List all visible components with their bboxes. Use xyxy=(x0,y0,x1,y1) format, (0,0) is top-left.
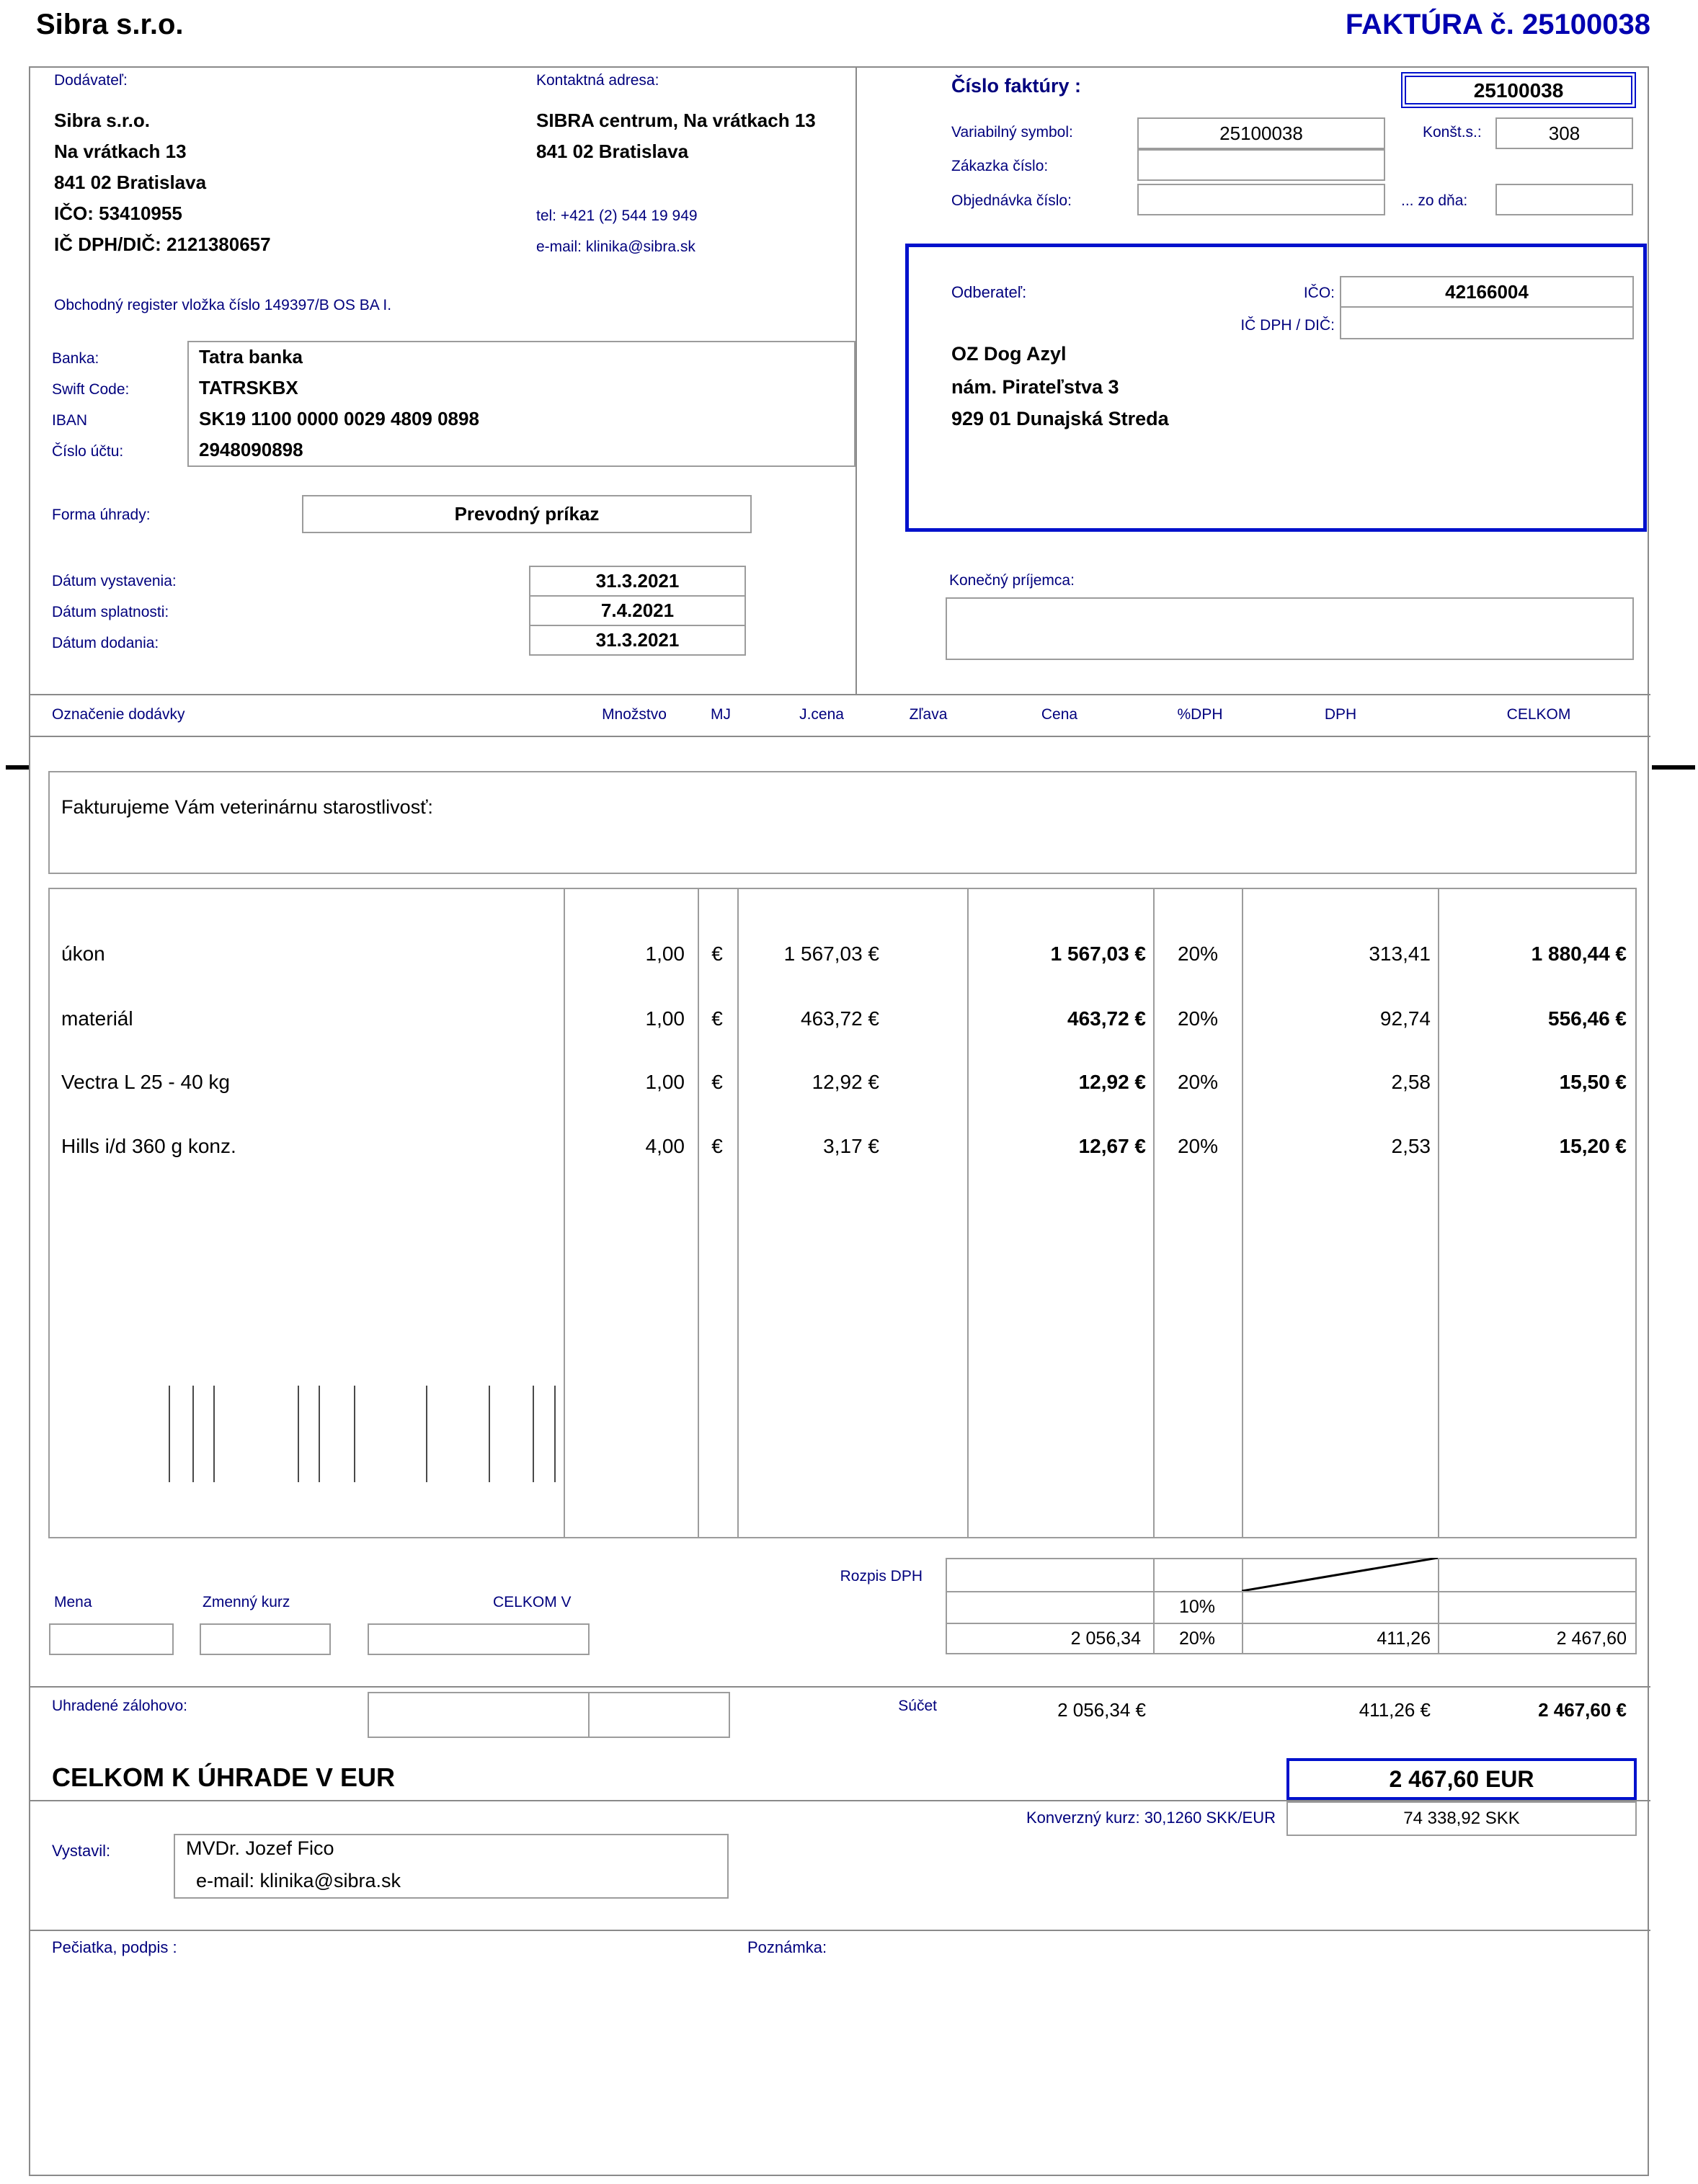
vat-rate-10: 10% xyxy=(1178,1597,1216,1617)
item-vat: 92,74 xyxy=(1379,1007,1431,1030)
col-header-description: Označenie dodávky xyxy=(52,706,185,723)
barcode-tick xyxy=(319,1386,320,1482)
bank-iban: SK19 1100 0000 0029 4809 0898 xyxy=(199,408,479,429)
bank-name: Tatra banka xyxy=(199,346,303,367)
items-col-line-total xyxy=(1438,888,1439,1538)
total-in-field xyxy=(368,1623,590,1655)
barcode-tick xyxy=(192,1386,194,1482)
date-issued-label: Dátum vystavenia: xyxy=(52,573,177,589)
supplier-ico: IČO: 53410955 xyxy=(54,202,182,224)
item-qty: 1,00 xyxy=(645,942,685,965)
items-col-line-qty xyxy=(564,888,565,1538)
vat-rate-20: 20% xyxy=(1178,1628,1216,1649)
item-vat-rate: 20% xyxy=(1177,942,1219,965)
item-price: 1 567,03 € xyxy=(1050,942,1146,965)
issued-by-label: Vystavil: xyxy=(52,1842,111,1860)
order-number-field xyxy=(1137,149,1385,181)
intro-text: Fakturujeme Vám veterinárnu starostlivosť: xyxy=(61,796,433,818)
bank-label-iban: IBAN xyxy=(52,412,88,429)
item-price: 12,67 € xyxy=(1078,1135,1146,1157)
intro-box xyxy=(48,771,1637,874)
item-total: 1 880,44 € xyxy=(1531,942,1627,965)
summary-separator-line xyxy=(29,1686,1650,1688)
contact-city: 841 02 Bratislava xyxy=(536,141,689,162)
sum-base: 2 056,34 € xyxy=(1057,1699,1146,1721)
customer-city: 929 01 Dunajská Streda xyxy=(951,408,1169,429)
vat-row-line-2 xyxy=(946,1623,1637,1624)
bank-swift: TATRSKBX xyxy=(199,377,298,398)
item-unit-price: 1 567,03 € xyxy=(783,942,879,965)
issued-by-email: e-mail: klinika@sibra.sk xyxy=(196,1870,401,1891)
item-qty: 1,00 xyxy=(645,1007,685,1030)
col-header-discount: Zľava xyxy=(909,706,948,723)
po-date-label: ... zo dňa: xyxy=(1401,192,1468,209)
col-header-price: Cena xyxy=(1041,706,1078,723)
col-header-vat-rate: %DPH xyxy=(1177,706,1223,723)
barcode-tick xyxy=(169,1386,170,1482)
supplier-city: 841 02 Bratislava xyxy=(54,171,207,193)
barcode-tick xyxy=(554,1386,556,1482)
invoice-number-label: Číslo faktúry : xyxy=(951,75,1082,97)
company-name: Sibra s.r.o. xyxy=(36,9,184,40)
items-header-bottom-line xyxy=(29,736,1650,737)
item-price: 12,92 € xyxy=(1078,1071,1146,1093)
col-header-total: CELKOM xyxy=(1506,706,1571,723)
items-col-line-unit xyxy=(698,888,699,1538)
items-col-line-vat xyxy=(1242,888,1243,1538)
items-header-top-line xyxy=(29,694,1650,695)
customer-name: OZ Dog Azyl xyxy=(951,343,1067,365)
customer-ico-field: 42166004 xyxy=(1340,276,1634,308)
item-vat-rate: 20% xyxy=(1177,1135,1219,1157)
item-unit: € xyxy=(711,1135,723,1157)
vat-row-line-1 xyxy=(946,1591,1637,1592)
invoice-title: FAKTÚRA č. 25100038 xyxy=(1345,9,1650,40)
vat-base-20: 2 056,34 xyxy=(1070,1628,1141,1649)
total-in-label: CELKOM V xyxy=(493,1594,572,1610)
conversion-rate-text: Konverzný kurz: 30,1260 SKK/EUR xyxy=(1026,1809,1276,1827)
currency-label: Mena xyxy=(54,1594,92,1610)
items-table-box xyxy=(48,888,1637,1538)
item-unit: € xyxy=(711,1007,723,1030)
barcode-tick xyxy=(298,1386,299,1482)
purchase-order-field xyxy=(1137,184,1385,215)
constant-symbol-label: Konšt.s.: xyxy=(1423,124,1482,141)
item-unit-price: 3,17 € xyxy=(823,1135,879,1157)
item-name: Hills i/d 360 g konz. xyxy=(61,1135,236,1157)
total-due-field: 2 467,60 EUR xyxy=(1286,1758,1637,1800)
exchange-rate-field xyxy=(200,1623,331,1655)
item-name: materiál xyxy=(61,1007,133,1030)
variable-symbol-field: 25100038 xyxy=(1137,117,1385,149)
total-skk-field: 74 338,92 SKK xyxy=(1286,1801,1637,1836)
item-total: 556,46 € xyxy=(1548,1007,1627,1030)
advances-label: Uhradené zálohovo: xyxy=(52,1698,187,1714)
contact-name: SIBRA centrum, Na vrátkach 13 xyxy=(536,110,816,131)
item-price: 463,72 € xyxy=(1067,1007,1146,1030)
customer-label: Odberateľ: xyxy=(951,283,1027,301)
date-due-field: 7.4.2021 xyxy=(529,595,746,626)
item-vat-rate: 20% xyxy=(1177,1071,1219,1093)
col-header-vat: DPH xyxy=(1324,706,1357,723)
vat-summary-label: Rozpis DPH xyxy=(840,1568,923,1584)
customer-icdph-field xyxy=(1340,306,1634,339)
final-recipient-field xyxy=(946,597,1634,660)
bank-account: 2948090898 xyxy=(199,439,303,460)
item-total: 15,20 € xyxy=(1559,1135,1627,1157)
date-due-label: Dátum splatnosti: xyxy=(52,604,169,620)
bank-label-banka: Banka: xyxy=(52,350,99,367)
items-col-line-unitprice xyxy=(737,888,739,1538)
date-delivery-field: 31.3.2021 xyxy=(529,625,746,656)
col-header-unit: MJ xyxy=(711,706,731,723)
item-name: Vectra L 25 - 40 kg xyxy=(61,1071,230,1093)
stamp-signature-label: Pečiatka, podpis : xyxy=(52,1938,177,1956)
customer-ico-label: IČO: xyxy=(1303,285,1335,301)
sum-label: Súčet xyxy=(898,1698,937,1714)
vat-amount-20: 411,26 xyxy=(1377,1628,1431,1649)
item-unit: € xyxy=(711,1071,723,1093)
final-recipient-label: Konečný príjemca: xyxy=(949,572,1075,589)
item-unit-price: 463,72 € xyxy=(801,1007,879,1030)
invoice-number-field: 25100038 xyxy=(1401,72,1636,108)
contact-tel: tel: +421 (2) 544 19 949 xyxy=(536,208,698,224)
payment-label: Forma úhrady: xyxy=(52,507,151,523)
item-name: úkon xyxy=(61,942,105,965)
constant-symbol-field: 308 xyxy=(1495,117,1633,149)
purchase-order-label: Objednávka číslo: xyxy=(951,192,1072,209)
sum-vat: 411,26 € xyxy=(1359,1699,1431,1721)
supplier-label: Dodávateľ: xyxy=(54,72,128,89)
variable-symbol-label: Variabilný symbol: xyxy=(951,124,1073,141)
supplier-street: Na vrátkach 13 xyxy=(54,141,187,162)
customer-icdph-label: IČ DPH / DIČ: xyxy=(1240,317,1335,334)
barcode-tick xyxy=(354,1386,355,1482)
advances-field-2 xyxy=(588,1692,730,1738)
barcode-tick xyxy=(489,1386,490,1482)
item-total: 15,50 € xyxy=(1559,1071,1627,1093)
item-unit: € xyxy=(711,942,723,965)
vat-total-20: 2 467,60 xyxy=(1556,1628,1627,1649)
issued-by-name: MVDr. Jozef Fico xyxy=(186,1837,334,1859)
item-vat: 313,41 xyxy=(1369,942,1431,965)
barcode-tick xyxy=(426,1386,427,1482)
bank-label-ucet: Číslo účtu: xyxy=(52,443,124,460)
items-col-line-price xyxy=(967,888,969,1538)
sum-total: 2 467,60 € xyxy=(1538,1699,1627,1721)
vat-diagonal-line xyxy=(1242,1558,1438,1591)
supplier-icdph: IČ DPH/DIČ: 2121380657 xyxy=(54,233,271,255)
supplier-register: Obchodný register vložka číslo 149397/B OS BA I. xyxy=(54,297,392,313)
item-unit-price: 12,92 € xyxy=(812,1071,879,1093)
contact-email: e-mail: klinika@sibra.sk xyxy=(536,239,695,255)
item-vat: 2,58 xyxy=(1391,1071,1431,1093)
currency-field xyxy=(49,1623,174,1655)
col-header-unit-price: J.cena xyxy=(799,706,844,723)
item-qty: 4,00 xyxy=(645,1135,685,1157)
contact-label: Kontaktná adresa: xyxy=(536,72,659,89)
fold-mark-right xyxy=(1652,765,1695,770)
customer-street: nám. Pirateľstva 3 xyxy=(951,376,1119,398)
total-due-label: CELKOM K ÚHRADE V EUR xyxy=(52,1762,396,1792)
bank-label-swift: Swift Code: xyxy=(52,381,130,398)
order-number-label: Zákazka číslo: xyxy=(951,158,1049,174)
note-label: Poznámka: xyxy=(747,1938,827,1956)
barcode-tick xyxy=(533,1386,534,1482)
payment-value-field: Prevodný príkaz xyxy=(302,495,752,533)
item-vat-rate: 20% xyxy=(1177,1007,1219,1030)
footer-separator-line xyxy=(29,1930,1650,1931)
supplier-name: Sibra s.r.o. xyxy=(54,110,150,131)
exchange-rate-label: Zmenný kurz xyxy=(203,1594,290,1610)
po-date-field xyxy=(1495,184,1633,215)
barcode-tick xyxy=(213,1386,215,1482)
items-col-line-vatrate xyxy=(1153,888,1155,1538)
item-vat: 2,53 xyxy=(1391,1135,1431,1157)
advances-field-1 xyxy=(368,1692,590,1738)
item-qty: 1,00 xyxy=(645,1071,685,1093)
fold-mark-left xyxy=(6,765,29,770)
col-header-qty: Množstvo xyxy=(602,706,667,723)
date-delivery-label: Dátum dodania: xyxy=(52,635,159,651)
vat-col-line-3 xyxy=(1438,1558,1439,1654)
date-issued-field: 31.3.2021 xyxy=(529,566,746,597)
top-section-divider xyxy=(855,66,857,694)
